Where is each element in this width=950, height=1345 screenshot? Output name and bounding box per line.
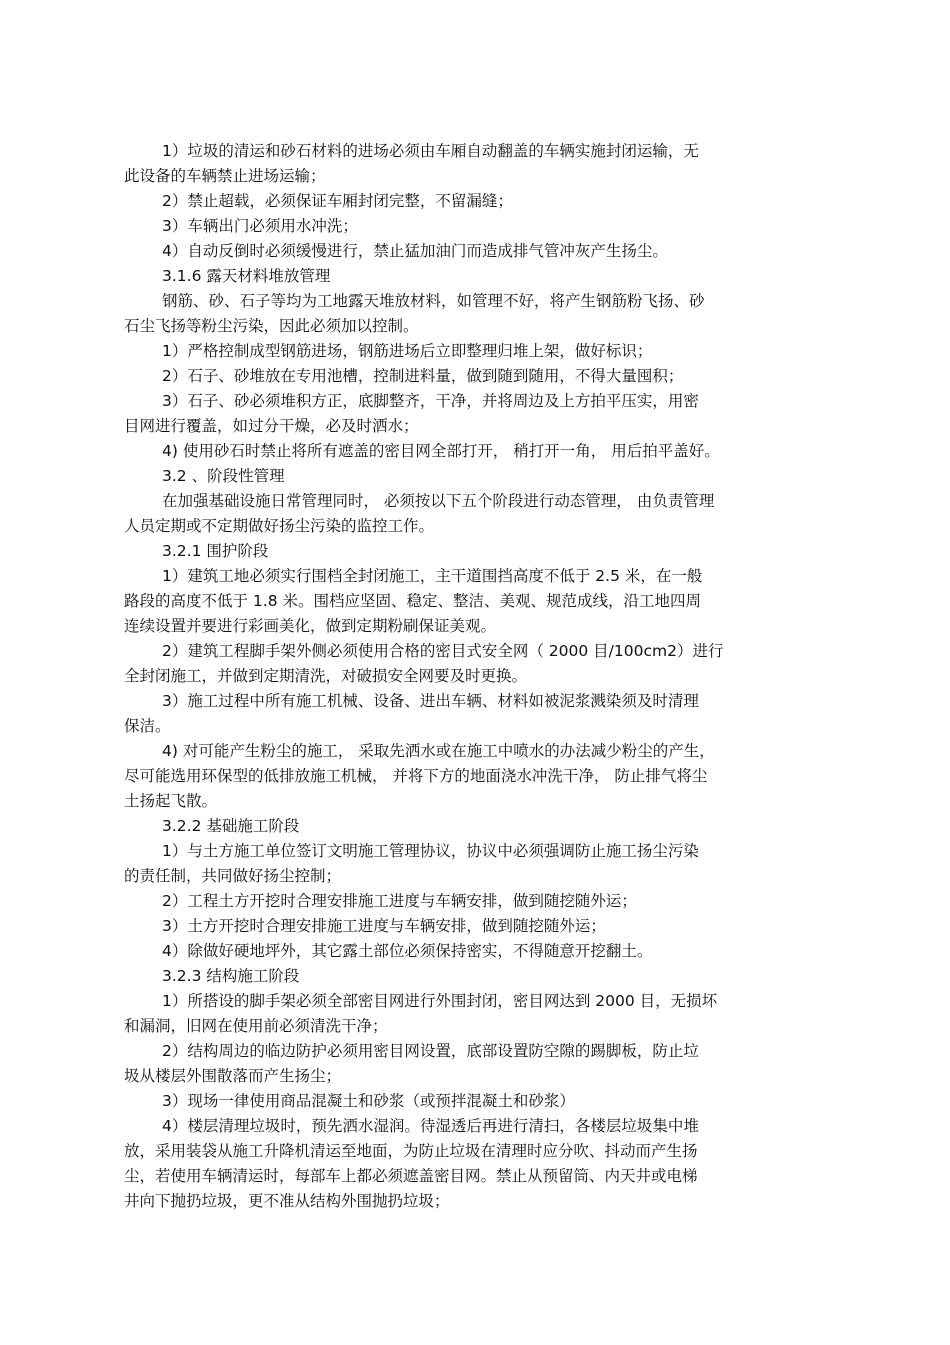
text-line: 3）车辆出门必须用水冲洗； [162,217,358,235]
text-line: 井向下抛扔垃圾，更不准从结构外围抛扔垃圾； [124,1192,450,1210]
text-line: 石尘飞扬等粉尘污染，因此必须加以控制。 [124,317,419,335]
text-line: 全封闭施工，并做到定期清洗，对破损安全网要及时更换。 [124,667,528,685]
text-line: 此设备的车辆禁止进场运输； [124,167,326,185]
text-line: 在加强基础设施日常管理同时， 必须按以下五个阶段进行动态管理， 由负责管理 [162,492,715,510]
text-line: 1）与土方施工单位签订文明施工管理协议，协议中必须强调防止施工扬尘污染 [162,842,699,860]
text-line: 3）现场一律使用商品混凝土和砂浆（或预拌混凝土和砂浆） [162,1092,575,1110]
text-line: 保洁。 [124,717,171,735]
text-line: 2）结构周边的临边防护必须用密目网设置，底部设置防空隙的踢脚板，防止垃 [162,1042,699,1060]
text-line: 土扬起飞散。 [124,792,218,810]
section-heading: 3.2 、阶段性管理 [162,467,285,485]
section-heading: 3.2.2 基础施工阶段 [162,817,300,835]
text-line: 2）建筑工程脚手架外侧必须使用合格的密目式安全网（ 2000 目/100cm2）进行 [162,642,724,660]
text-line: 1）建筑工地必须实行围档全封闭施工，主干道围挡高度不低于 2.5 米，在一般 [162,567,703,585]
text-line: 3）土方开挖时合理安排施工进度与车辆安排，做到随挖随外运； [162,917,606,935]
text-line: 和漏洞，旧网在使用前必须清洗干净； [124,1017,388,1035]
text-line: 4）楼层清理垃圾时，预先洒水湿润。待湿透后再进行清扫，各楼层垃圾集中堆 [162,1117,699,1135]
text-line: 放，采用装袋从施工升降机清运至地面，为防止垃圾在清理时应分吹、抖动而产生扬 [124,1142,698,1160]
text-line: 路段的高度不低于 1.8 米。围档应坚固、稳定、整洁、美观、规范成线，沿工地四周 [124,592,702,610]
text-line: 人员定期或不定期做好扬尘污染的监控工作。 [124,517,435,535]
text-line: 2）禁止超载，必须保证车厢封闭完整，不留漏缝； [162,192,513,210]
text-line: 1）所搭设的脚手架必须全部密目网进行外围封闭，密目网达到 2000 目，无损坏 [162,992,718,1010]
text-line: 2）工程土方开挖时合理安排施工进度与车辆安排，做到随挖随外运； [162,892,637,910]
text-line: 3）石子、砂必须堆积方正，底脚整齐，干净，并将周边及上方拍平压实，用密 [162,392,699,410]
text-line: 圾从楼层外围散落而产生扬尘； [124,1067,342,1085]
text-line: 钢筋、砂、石子等均为工地露天堆放材料，如管理不好，将产生钢筋粉飞扬、砂 [162,292,705,310]
section-heading: 3.1.6 露天材料堆放管理 [162,267,331,285]
text-line: 尘，若使用车辆清运时，每部车上都必须遮盖密目网。禁止从预留筒、内天井或电梯 [124,1167,698,1185]
text-line: 4）除做好硬地坪外，其它露土部位必须保持密实，不得随意开挖翻土。 [162,942,653,960]
text-line: 4）自动反倒时必须缓慢进行，禁止猛加油门而造成排气管冲灰产生扬尘。 [162,242,668,260]
text-line: 2）石子、砂堆放在专用池槽，控制进料量，做到随到随用，不得大量囤积； [162,367,684,385]
text-line: 的责任制，共同做好扬尘控制； [124,867,342,885]
text-line: 4) 使用砂石时禁止将所有遮盖的密目网全部打开， 稍打开一角， 用后拍平盖好。 [162,442,720,460]
text-line: 尽可能选用环保型的低排放施工机械， 并将下方的地面浇水冲洗干净， 防止排气将尘 [124,767,708,785]
text-line: 1）垃圾的清运和砂石材料的进场必须由车厢自动翻盖的车辆实施封闭运输，无 [162,142,699,160]
section-heading: 3.2.3 结构施工阶段 [162,967,300,985]
text-line: 目网进行覆盖，如过分干燥，必及时洒水； [124,417,419,435]
text-line: 1）严格控制成型钢筋进场，钢筋进场后立即整理归堆上架，做好标识； [162,342,653,360]
text-line: 3）施工过程中所有施工机械、设备、进出车辆、材料如被泥浆溅染须及时清理 [162,692,699,710]
text-line: 4) 对可能产生粉尘的施工， 采取先洒水或在施工中喷水的办法减少粉尘的产生， [162,742,715,760]
section-heading: 3.2.1 围护阶段 [162,542,269,560]
text-line: 连续设置并要进行彩画美化，做到定期粉刷保证美观。 [124,617,497,635]
